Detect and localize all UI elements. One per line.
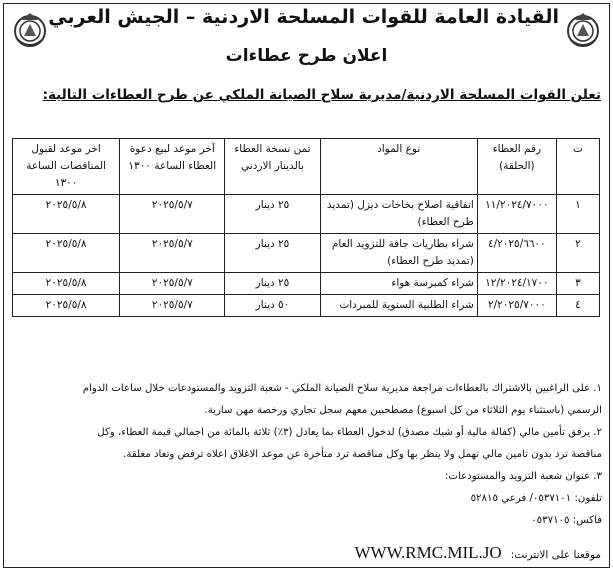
tender-announcement xyxy=(3,3,610,568)
cell-tender-no: ٤/٢٠٢٥/٦٦٠٠ xyxy=(477,234,556,273)
header-sale-deadline: آخر موعد لبيع دعوة العطاء الساعة ١٣٠٠ xyxy=(120,139,225,195)
cell-price: ٢٥ دينار xyxy=(225,195,320,234)
header-submission-deadline: اخر موعد لقبول المناقصات الساعة ١٣٠٠ xyxy=(13,139,120,195)
cell-tender-no: ١١/٢٠٢٤/٧٠٠٠ xyxy=(477,195,556,234)
header-tender-no: رقم العطاء (الحلقة) xyxy=(477,139,556,195)
table-header-row xyxy=(13,139,600,195)
cell-item: شراء كمبرسة هواء xyxy=(320,273,477,295)
announcement-heading: اعلان طرح عطاءات xyxy=(225,46,388,66)
jordan-armed-forces-crest-icon xyxy=(563,10,603,50)
note-3: ٣. عنوان شعبة التزويد والمستودعات: xyxy=(444,471,602,482)
cell-submission-deadline: ٢٠٢٥/٥/٨ xyxy=(13,234,120,273)
cell-price: ٢٥ دينار xyxy=(225,234,320,273)
header-price: ثمن نسخة العطاء بالدينار الاردني xyxy=(225,139,320,195)
cell-tender-no: ١٢/٢٠٢٤/١٧٠٠ xyxy=(477,273,556,295)
cell-seq: ٤ xyxy=(556,295,599,317)
table-row xyxy=(13,195,600,234)
note-1-line-2: الرسمي (باستثناء يوم الثلاثاء من كل اسبوع) مصطحبين معهم سجل تجاري ورخصة مهن سارية. xyxy=(204,405,602,416)
jordan-armed-forces-crest-icon xyxy=(10,10,50,50)
cell-sale-deadline: ٢٠٢٥/٥/٧ xyxy=(120,295,225,317)
cell-item: شراء الطلبية السنوية للمبردات xyxy=(320,295,477,317)
cell-price: ٥٠ دينار xyxy=(225,295,320,317)
header-item: نوع المواد xyxy=(320,139,477,195)
cell-seq: ٢ xyxy=(556,234,599,273)
cell-submission-deadline: ٢٠٢٥/٥/٨ xyxy=(13,295,120,317)
phone-line: تلفون: ٠٥٣٧١٠١/ فرعي ٥٢٨١٥ xyxy=(470,493,602,504)
website-label: موقعنا على الانترنت: xyxy=(510,549,601,561)
cell-item: شراء بطاريات جافة للتزويد العام (تمديد طرح العطاء) xyxy=(320,234,477,273)
table-row xyxy=(13,234,600,273)
intro-text: تعلن القوات المسلحة الاردنية/مديرية سلاح الصيانة الملكي عن طرح العطاءات التالية: xyxy=(42,87,601,103)
cell-price: ٢٥ دينار xyxy=(225,273,320,295)
cell-item: اتفاقية اصلاح بخاخات ديزل (تمديد طرح العطاء) xyxy=(320,195,477,234)
note-2-line-2: مناقصة ترد بدون تامين مالي تهمل ولا ينظر بها وكل مناقصة ترد متأخرة عن موعد الاغلاق اعلاه ترفض وتعاد مغلقة. xyxy=(123,449,602,460)
cell-sale-deadline: ٢٠٢٥/٥/٧ xyxy=(120,234,225,273)
fax-line: فاكس: ٠٥٣٧١٠٥ xyxy=(531,515,602,526)
website-line xyxy=(354,543,601,563)
table-row xyxy=(13,295,600,317)
cell-seq: ٣ xyxy=(556,273,599,295)
tenders-table xyxy=(12,138,600,317)
note-2-line-1: ٢. يرفق تأمين مالي (كفالة مالية أو شيك مصدق) لدخول العطاء بما يعادل (٣٪) ثلاثة بالمائة من اجمالي قيمة العطاء، وكل xyxy=(97,427,602,438)
cell-submission-deadline: ٢٠٢٥/٥/٨ xyxy=(13,195,120,234)
notes-section xyxy=(11,378,602,532)
header-seq: ت xyxy=(556,139,599,195)
note-1-line-1: ١. على الراغبين بالاشتراك بالعطاءات مراجعة مديرية سلاح الصيانة الملكي - شعبة التزويد والمستودعات خلال ساعات الدوام xyxy=(82,383,602,394)
cell-sale-deadline: ٢٠٢٥/٥/٧ xyxy=(120,273,225,295)
cell-tender-no: ٢/٢٠٢٥/٧٠٠٠ xyxy=(477,295,556,317)
website-link[interactable]: WWW.RMC.MIL.JO xyxy=(354,543,502,562)
page-title: القيادة العامة للقوات المسلحة الاردنية – الجيش العربي xyxy=(48,6,559,28)
cell-submission-deadline: ٢٠٢٥/٥/٨ xyxy=(13,273,120,295)
table-row xyxy=(13,273,600,295)
cell-seq: ١ xyxy=(556,195,599,234)
cell-sale-deadline: ٢٠٢٥/٥/٧ xyxy=(120,195,225,234)
